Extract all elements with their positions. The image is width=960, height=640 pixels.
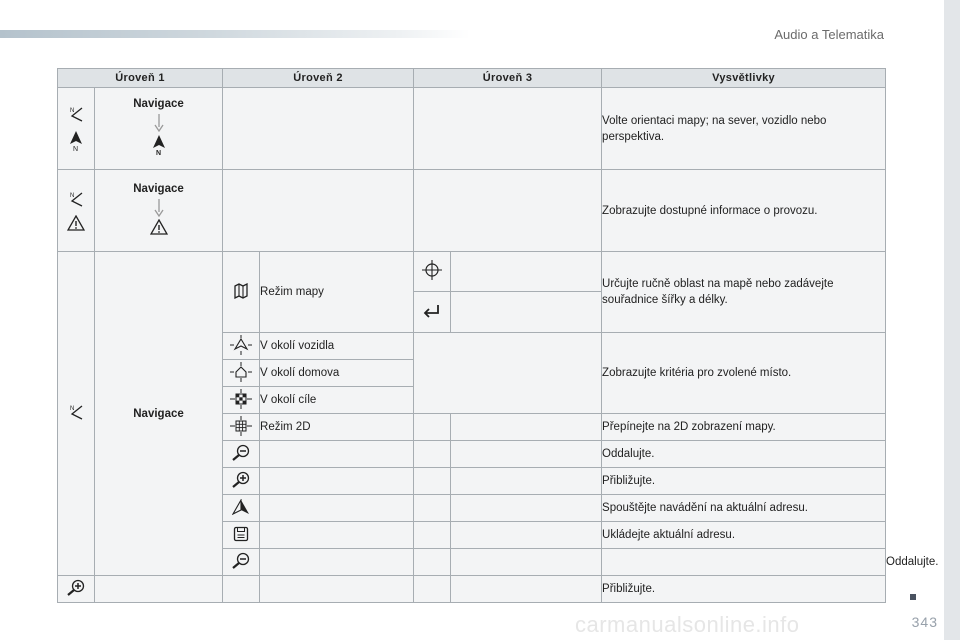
home-position-icon <box>230 362 252 382</box>
save-icon <box>233 526 249 542</box>
column-header: Úroveň 3 <box>414 69 602 88</box>
side-bar <box>944 0 960 640</box>
explanation-text: Ukládejte aktuální adresu. <box>602 522 886 549</box>
option-label: Režim 2D <box>260 414 414 441</box>
table-row <box>58 88 886 170</box>
zoom-out-icon <box>231 444 251 462</box>
svg-text:N: N <box>70 406 75 412</box>
start-guidance-icon <box>232 499 250 515</box>
zoom-in-icon <box>66 579 86 597</box>
explanation-text: Oddalujte. <box>602 441 886 468</box>
map-mode-icon <box>233 283 249 299</box>
page-number: 343 <box>911 614 938 630</box>
north-up-icon <box>68 130 84 152</box>
option-label: V okolí cíle <box>260 387 414 414</box>
map-2d-icon <box>230 416 252 436</box>
column-header: Úroveň 1 <box>58 69 223 88</box>
table-row <box>58 252 886 292</box>
enter-icon <box>423 304 441 318</box>
level1-label: Navigace <box>133 183 184 195</box>
destination-flag-icon <box>230 389 252 409</box>
map-mode-label: Režim mapy <box>260 252 414 333</box>
arrow-down-icon <box>154 199 164 217</box>
explanation-text: Přepínejte na 2D zobrazení mapy. <box>602 414 886 441</box>
warning-icon <box>150 219 168 235</box>
warning-icon <box>67 215 85 231</box>
svg-text:N: N <box>155 150 161 156</box>
zoom-out-icon <box>231 552 251 570</box>
table-row <box>58 170 886 252</box>
option-label: V okolí vozidla <box>260 333 414 360</box>
svg-text:N: N <box>70 108 75 114</box>
level1-label: Navigace <box>133 98 184 110</box>
table-row: Oddalujte. <box>58 549 886 576</box>
column-header: Vysvětlivky <box>602 69 886 88</box>
navigation-menu-icon <box>68 403 84 421</box>
svg-text:N: N <box>73 146 79 152</box>
column-header: Úroveň 2 <box>223 69 414 88</box>
explanation-text: Přibližujte. <box>602 468 886 495</box>
arrow-down-icon <box>154 114 164 132</box>
navigation-menu-icon <box>68 190 84 208</box>
watermark: carmanualsonline.info <box>575 612 800 637</box>
explanation-text: Volte orientaci mapy; na sever, vozidlo nebo perspektiva. <box>602 88 886 170</box>
table-row <box>58 576 886 603</box>
explanation-text: Zobrazujte kritéria pro zvolené místo. <box>602 333 886 414</box>
page-mark <box>910 594 916 600</box>
navigation-table <box>57 68 939 603</box>
header-title: Audio a Telematika <box>774 27 884 42</box>
vehicle-position-icon <box>230 335 252 355</box>
explanation-text: Přibližujte. <box>602 576 886 603</box>
option-label: V okolí domova <box>260 360 414 387</box>
north-up-icon <box>151 134 167 156</box>
svg-text:N: N <box>70 193 75 199</box>
explanation-text: Zobrazujte dostupné informace o provozu. <box>602 170 886 252</box>
navigation-menu-icon <box>68 105 84 123</box>
explanation-text: Určujte ručně oblast na mapě nebo zadávejte souřadnice šířky a délky. <box>602 252 886 333</box>
crosshair-icon <box>422 260 442 280</box>
table-header-row <box>58 69 886 88</box>
header-band <box>0 30 470 38</box>
zoom-in-icon <box>231 471 251 489</box>
level1-label: Navigace <box>95 252 223 576</box>
explanation-text: Spouštějte navádění na aktuální adresu. <box>602 495 886 522</box>
